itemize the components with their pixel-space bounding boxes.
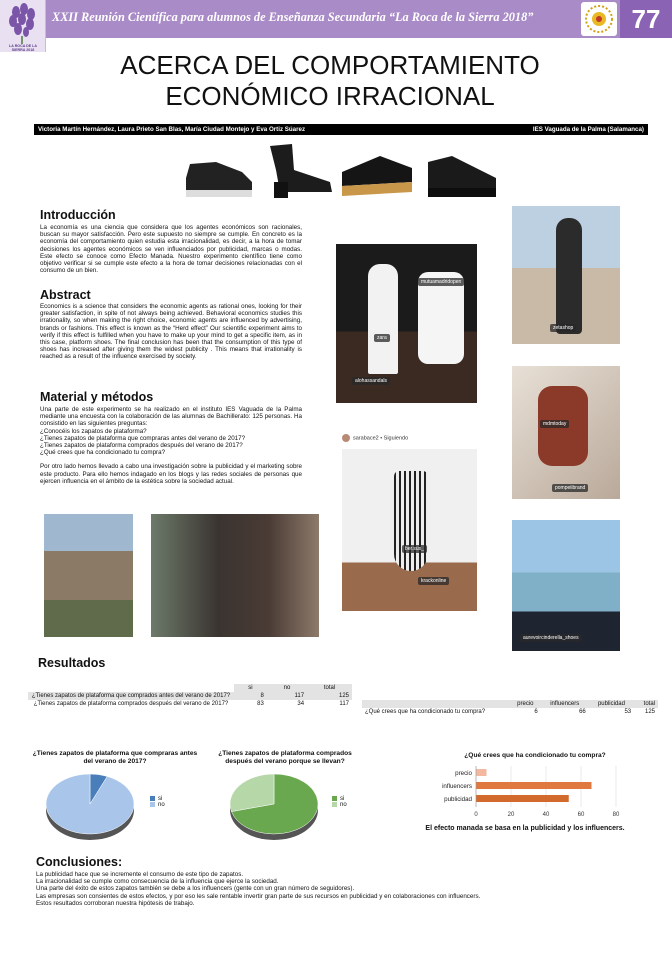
- column-header: total: [643, 701, 655, 707]
- legend-item: [332, 802, 347, 808]
- author-bar: [34, 124, 648, 135]
- category-label: influencers: [442, 783, 472, 790]
- photo-tag: alohassandals: [352, 377, 390, 385]
- bar-publicidad: [476, 795, 569, 802]
- results-table-1: [28, 684, 352, 708]
- cell: 53: [624, 709, 632, 715]
- pie-chart-1: [30, 750, 200, 850]
- category-label: publicidad: [444, 796, 472, 803]
- bar-plot: [420, 762, 650, 824]
- results-heading: Resultados: [38, 656, 106, 670]
- cell: 117: [294, 693, 305, 699]
- influencer-photo-4: [512, 366, 620, 499]
- conclusion-line: La publicidad hace que se incremente el consumo de este tipo de zapatos.: [36, 871, 244, 878]
- photo-tag: krackonline: [418, 577, 449, 585]
- influencer-photo-5: [512, 520, 620, 651]
- students-survey-photo: [151, 514, 319, 637]
- photo-tag: zara: [374, 334, 390, 342]
- sun-seal-icon: [581, 2, 617, 36]
- column-header: influencers: [550, 701, 580, 707]
- legend-label: no: [158, 802, 165, 809]
- column-header: precio: [517, 701, 534, 707]
- chart-title: ¿Tienes zapatos de plataforma que compraras antes del verano de 2017?: [32, 750, 198, 765]
- legend-label: no: [340, 802, 347, 809]
- photo-tag: pompeiibrand: [552, 484, 588, 492]
- pie-chart-2: [210, 750, 360, 850]
- legend-swatch: [332, 802, 337, 807]
- pie-2-plot: [214, 770, 324, 846]
- legend-label: si: [158, 796, 163, 803]
- chart-title: ¿Tienes zapatos de plataforma comprados después del verano porque se llevan?: [218, 750, 352, 765]
- pie-slice-no: [46, 774, 134, 834]
- chart-title: ¿Qué crees que ha condicionado tu compra?: [464, 752, 606, 759]
- conclusion-line: Una parte del éxito de estos zapatos también se debe a los influencers (gente con un gran número de seguidores).: [36, 885, 355, 893]
- intro-text: La economía es una ciencia que considera que los agentes económicos son racionales, buscan su mayor satisfacción. Pero este supuesto no siempre se cumple. En concreto es la economía del comportamiento quien estudia esta irracionalidad, es decir, a la hora de tomar decisiones los agentes económicos se ven influenciados por publicidad, marcas o modas. Este efecto se conoce como Efecto Manada. Nuestro experimento científico tiene como objetivo verificar si se cumple este efecto a la hora de tomar decisiones relacionadas con el consumo de un bien.: [40, 224, 302, 275]
- x-tick-label: 40: [542, 812, 550, 818]
- results-table-2: [362, 700, 658, 716]
- pie-2-legend: [332, 796, 347, 808]
- x-tick-label: 60: [577, 812, 585, 818]
- methods-paragraph-1: Una parte de este experimento se ha realizado en el instituto IES Vaguada de la Palma mediante una encuesta con la colaboración de las alumnas de Bachillerato: 125 personas. Ha consistido en las siguientes preguntas:: [40, 406, 302, 428]
- cell: 34: [297, 701, 305, 707]
- conclusions-text: [36, 871, 636, 907]
- cell: 83: [257, 701, 264, 707]
- column-header: publicidad: [597, 701, 625, 707]
- cell: 6: [534, 709, 538, 715]
- cell: 125: [644, 709, 655, 715]
- column-header: total: [307, 684, 352, 692]
- influencer-photo-2: [512, 206, 620, 344]
- cell: 66: [579, 709, 586, 715]
- conference-title: XXII Reunión Científica para alumnos de Enseñanza Secundaria “La Roca de la Sierra 2018”: [52, 10, 534, 24]
- results-caption: El efecto manada se basa en la publicidad y los influencers.: [425, 825, 625, 832]
- conference-logo: [0, 0, 46, 52]
- school-building-photo: [44, 514, 133, 637]
- conclusion-line: Las empresas son consientes de estos efectos, y por eso les sale rentable invertir gran parte de sus recursos en publicidad y en colaboraciones con influencers.: [36, 892, 481, 900]
- school-seal: [581, 2, 617, 36]
- authors-names: Victoria Martín Hernández, Laura Prieto San Blas, María Ciudad Montejo y Eva Ortiz Súarez: [38, 126, 306, 133]
- legend-label: si: [340, 796, 345, 803]
- abstract-heading: Abstract: [40, 288, 91, 302]
- methods-question: ¿Conocéis los zapatos de plataforma?: [40, 427, 147, 435]
- table-row: [362, 708, 658, 716]
- instagram-username: sarabace2 • Siguiendo: [353, 435, 409, 442]
- row-question: ¿Qué crees que ha condicionado tu compra?: [365, 709, 486, 715]
- category-label: precio: [455, 770, 472, 777]
- column-header: no: [267, 684, 307, 692]
- x-tick-label: 80: [612, 812, 620, 818]
- bar-influencers: [476, 782, 592, 789]
- pie-1-plot: [30, 770, 150, 846]
- methods-question: ¿Qué crees que ha condicionado tu compra?: [40, 449, 166, 457]
- methods-paragraph-2: Por otro lado hemos llevado a cabo una investigación sobre la publicidad y el marketing sobre este producto. Para ello hemos indagado en los blogs y las redes sociales de personas que ejercen influencia en el ámbito de la estética sobre la sociedad actual.: [40, 463, 302, 485]
- platform-shoes-illustration: [180, 142, 500, 200]
- title-line-2: ECONÓMICO IRRACIONAL: [165, 81, 495, 111]
- conclusion-line: La irracionalidad se cumple como consecuencia de la influencia que ejerce la sociedad.: [36, 878, 279, 886]
- cell: 117: [339, 701, 349, 707]
- pie-1-legend: [150, 796, 165, 808]
- abstract-text: Economics is a science that considers the economic agents as rational ones, looking for their greater satisfaction, in spite of not always being achieved. Behavioral economics studies this irrationality, so when making the right choice, economic agents are influenced by advertising, brands or fashions. This effect is known as the “Herd effect” Our scientific experiment aims to verify if this effect is fulfilled when you have to make up your mind to get a specific item, as in this case, platform shoes. The final conclusion has been that the consumption of this type of shoes has increased after giving them the widest publicity . This means that irrationality is reached as a result of the influence exercised by society.: [40, 303, 302, 361]
- photo-tag: zetashop: [550, 324, 576, 332]
- x-tick-label: 20: [507, 812, 515, 818]
- logo-text: LA ROCA DE LA SIERRA 2018: [9, 44, 37, 52]
- column-header: si: [234, 684, 267, 692]
- influencer-photo-3: [342, 449, 477, 611]
- conclusions-heading: Conclusiones:: [36, 855, 123, 869]
- photo-tag: ber.sus_: [402, 545, 427, 553]
- influencer-photo-1: [336, 244, 477, 403]
- authors-institution: IES Vaguada de la Palma (Salamanca): [532, 126, 644, 133]
- cell: 8: [260, 693, 264, 699]
- conclusion-line: Estos resultados corroboran nuestra hipótesis de trabajo.: [36, 899, 195, 907]
- methods-question: ¿Tienes zapatos de plataforma que compraras antes del verano de 2017?: [40, 434, 246, 442]
- table-row: [28, 700, 352, 708]
- methods-question: ¿Tienes zapatos de plataforma comprados después del verano de 2017?: [40, 442, 243, 450]
- photo-tag: aurevoircinderella_shoes: [520, 634, 582, 642]
- legend-swatch: [150, 796, 155, 801]
- table-row: [28, 692, 352, 700]
- methods-heading: Material y métodos: [40, 390, 154, 404]
- title-line-1: ACERCA DEL COMPORTAMIENTO: [120, 50, 540, 80]
- legend-swatch: [332, 796, 337, 801]
- bar-precio: [476, 769, 487, 776]
- shoes-photo: [180, 142, 500, 200]
- methods-text: [40, 406, 302, 485]
- x-tick-label: 0: [474, 812, 478, 818]
- legend-swatch: [150, 802, 155, 807]
- bar-chart: [420, 752, 650, 822]
- instagram-user: [342, 434, 408, 442]
- cell: 125: [338, 693, 349, 699]
- poster-title: [60, 50, 600, 112]
- photo-tag: mdmtoday: [540, 420, 569, 428]
- intro-heading: Introducción: [40, 208, 116, 222]
- legend-item: [150, 802, 165, 808]
- poster-number: 77: [620, 0, 672, 38]
- photo-tag: mutuamadridopen: [418, 278, 464, 286]
- row-question: ¿Tienes zapatos de plataforma comprados después del verano de 2017?: [33, 701, 229, 707]
- row-question: ¿Tienes zapatos de plataforma que comprados antes del verano de 2017?: [31, 693, 231, 699]
- avatar: [342, 434, 350, 442]
